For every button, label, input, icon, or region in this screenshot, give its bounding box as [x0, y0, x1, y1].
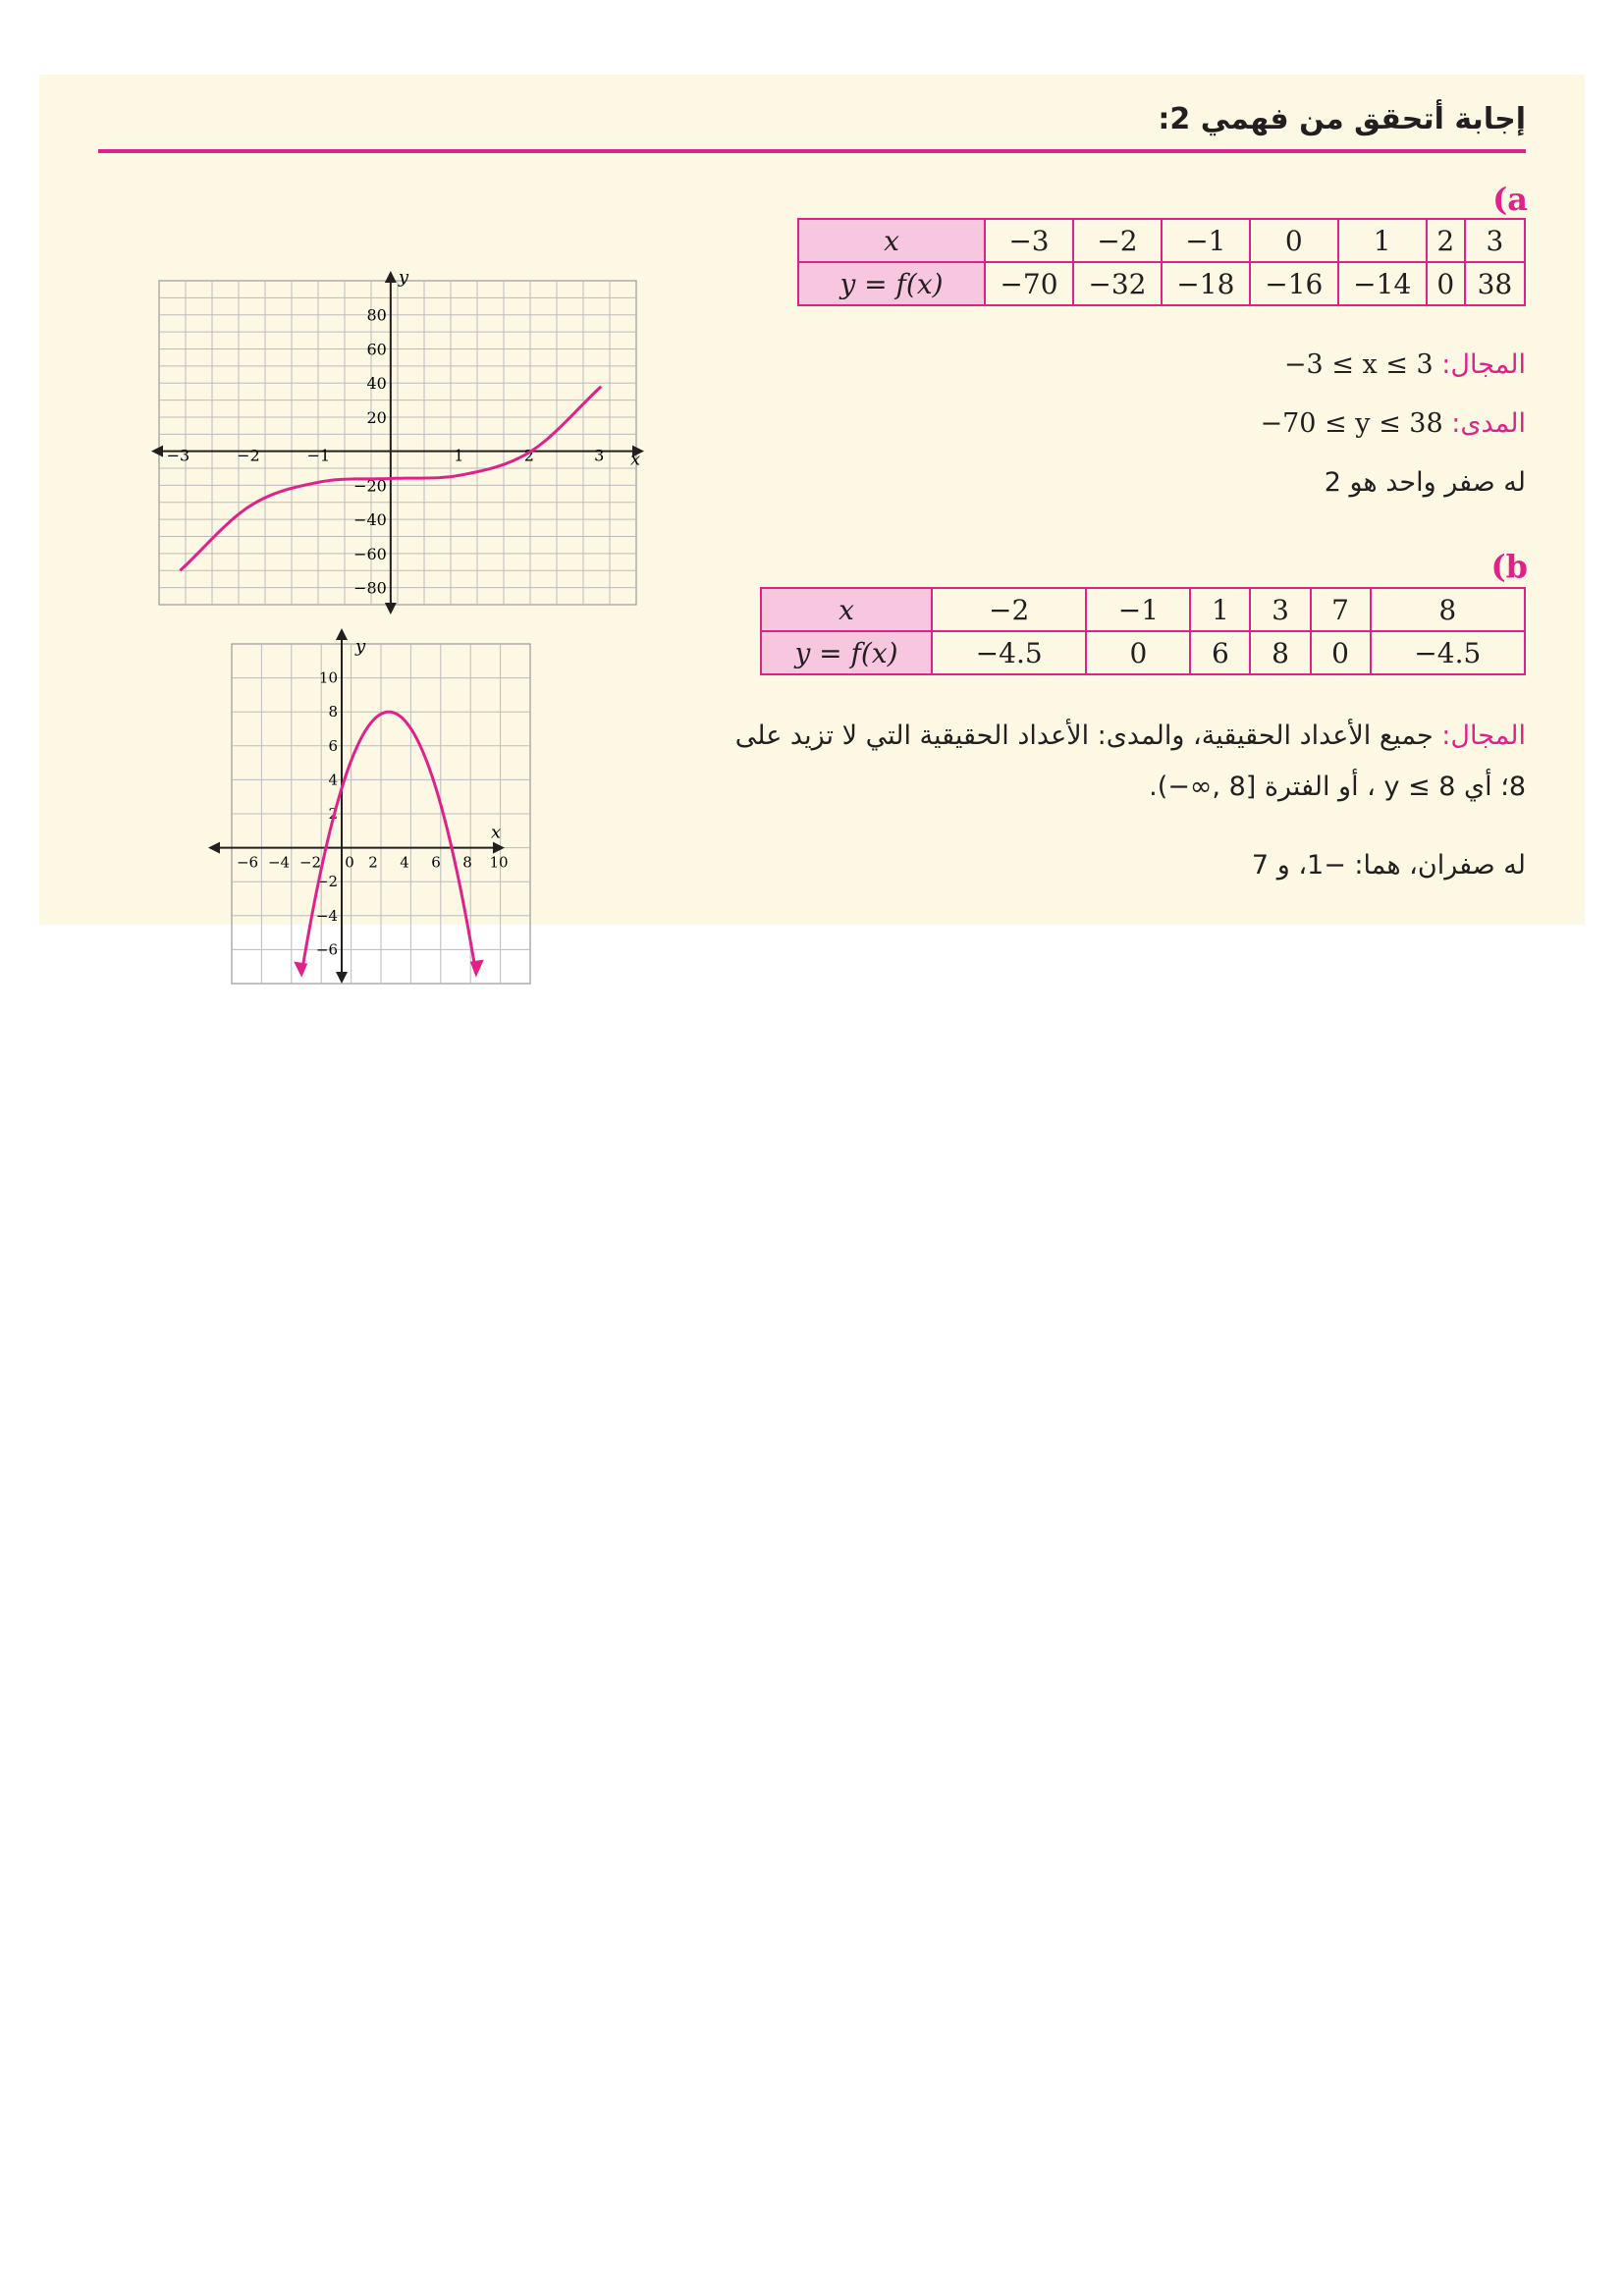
x-tick-label: 8	[462, 853, 472, 872]
table-cell: −14	[1338, 262, 1427, 305]
table-header-y: y = f(x)	[761, 631, 932, 674]
table-cell: −2	[1073, 219, 1162, 262]
table-cell: 0	[1250, 219, 1338, 262]
y-tick-label: −40	[353, 510, 387, 530]
table-cell: 8	[1371, 588, 1525, 631]
x-axis-label: x	[630, 449, 641, 470]
y-tick-label: −6	[315, 940, 338, 959]
x-tick-label: 10	[489, 853, 509, 872]
graph-b	[187, 565, 579, 959]
graph-a	[118, 202, 648, 614]
x-tick-label: −3	[166, 446, 190, 465]
table-header-x: x	[798, 219, 985, 262]
table-cell: −2	[932, 588, 1086, 631]
part-b-table	[760, 587, 1526, 675]
page-title: إجابة أتحقق من فهمي 2:	[1158, 102, 1526, 136]
table-cell: 38	[1465, 262, 1525, 305]
table-cell: −4.5	[1371, 631, 1525, 674]
part-b-label: (b	[1490, 548, 1528, 585]
domain-range-text: جميع الأعداد الحقيقية، والمدى: الأعداد الحقيقية التي لا تزيد على	[734, 721, 1434, 751]
part-a-label: (a	[1492, 181, 1528, 218]
title-divider	[98, 149, 1526, 153]
y-tick-label: 10	[318, 668, 338, 687]
x-tick-label: 3	[594, 446, 605, 465]
curve-arrow-right	[470, 960, 484, 978]
part-a-domain	[1284, 349, 1526, 380]
x-tick-label: 6	[431, 853, 441, 872]
table-cell: −3	[985, 219, 1073, 262]
table-cell: 7	[1311, 588, 1371, 631]
table-cell: 2	[1427, 219, 1465, 262]
part-a-table	[797, 218, 1526, 306]
range-label: المدى:	[1451, 408, 1526, 439]
x-tick-label: −1	[306, 446, 331, 465]
y-axis-label: y	[398, 267, 409, 288]
y-tick-label: 60	[366, 340, 387, 359]
part-b-zeros: له صفران، هما: −1، و 7	[1251, 850, 1526, 881]
part-a-zero: له صفر واحد هو 2	[1324, 467, 1526, 498]
part-a-range	[1260, 408, 1526, 439]
y-tick-label: 20	[366, 407, 387, 427]
x-tick-label: −2	[298, 853, 322, 872]
table-cell: −1	[1086, 588, 1190, 631]
x-axis-arrow-left	[208, 842, 220, 854]
table-cell: −16	[1250, 262, 1338, 305]
part-b-domain-range-1	[735, 721, 1526, 751]
y-axis-arrow-down	[336, 972, 348, 984]
table-cell: 0	[1311, 631, 1371, 674]
domain-label: المجال:	[1441, 349, 1526, 380]
y-tick-label: 2	[328, 805, 338, 823]
y-tick-label: −20	[353, 476, 387, 496]
domain-label: المجال:	[1441, 721, 1526, 751]
table-cell: −70	[985, 262, 1073, 305]
table-cell: 0	[1427, 262, 1465, 305]
table-cell: 6	[1190, 631, 1250, 674]
table-cell: −18	[1162, 262, 1250, 305]
table-cell: 3	[1250, 588, 1310, 631]
y-tick-label: 40	[366, 374, 387, 394]
y-tick-label: 8	[328, 703, 338, 721]
y-axis-arrow-up	[336, 628, 348, 640]
x-axis-label: x	[491, 822, 502, 843]
y-tick-label: −80	[353, 578, 387, 598]
table-cell: −1	[1162, 219, 1250, 262]
x-tick-label: 4	[400, 853, 409, 872]
y-tick-label: −4	[315, 906, 338, 925]
y-tick-label: 6	[328, 736, 338, 755]
x-tick-label: −6	[236, 853, 259, 872]
y-axis-label: y	[355, 636, 366, 657]
table-cell: 1	[1338, 219, 1427, 262]
table-cell: −4.5	[932, 631, 1086, 674]
table-header-x: x	[761, 588, 932, 631]
answer-panel	[39, 75, 1585, 959]
x-axis-arrow-right	[493, 842, 505, 854]
y-tick-label: 4	[328, 771, 338, 789]
y-tick-label: −2	[315, 873, 338, 891]
y-axis-arrow-up	[385, 271, 397, 283]
domain-value: −3 ≤ x ≤ 3	[1283, 349, 1434, 380]
x-tick-label: 2	[523, 446, 534, 465]
x-axis-arrow-left	[151, 446, 163, 457]
x-tick-label: 0	[345, 853, 354, 872]
x-tick-label: 1	[454, 446, 464, 465]
x-tick-label: 2	[368, 853, 378, 872]
table-cell: 0	[1086, 631, 1190, 674]
y-tick-label: 80	[366, 305, 387, 325]
table-cell: 1	[1190, 588, 1250, 631]
x-tick-label: −2	[237, 446, 260, 465]
part-b-domain-range-2: 8؛ أي y ≤ 8 ، أو الفترة [8 ,∞−).	[1149, 772, 1526, 802]
table-cell: 3	[1465, 219, 1525, 262]
y-tick-label: −60	[353, 544, 387, 563]
table-cell: −32	[1073, 262, 1162, 305]
x-tick-label: −4	[267, 853, 291, 872]
table-header-y: y = f(x)	[798, 262, 985, 305]
range-value: −70 ≤ y ≤ 38	[1260, 408, 1443, 439]
curve-arrow-left	[294, 962, 307, 978]
table-cell: 8	[1250, 631, 1310, 674]
